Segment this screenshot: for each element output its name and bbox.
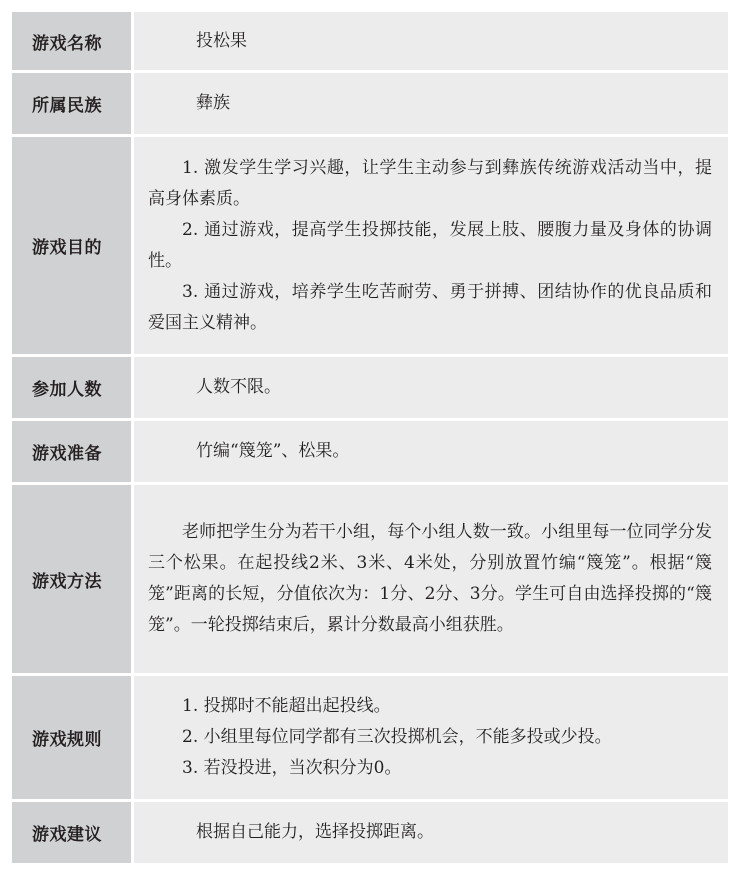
row-content — [134, 137, 728, 354]
table-row-participants — [12, 357, 728, 418]
row-label: 游戏规则 — [12, 676, 131, 799]
row-content — [134, 676, 728, 799]
row-label: 游戏目的 — [12, 137, 131, 354]
table-row-game-suggestion — [12, 802, 728, 863]
row-label: 游戏方法 — [12, 485, 131, 673]
table-row-ethnic-group — [12, 73, 728, 134]
table-row-game-rules — [12, 676, 728, 799]
method-paragraph: 老师把学生分为若干小组，每个小组人数一致。小组里每一位同学分发三个松果。在起投线2米、3米、4米处，分别放置竹编“篾笼”。根据“篾笼”距离的长短，分值依次为：1分、2分、3分。学生可自由选择投掷的“篾笼”。一轮投掷结束后，累计分数最高小组获胜。 — [148, 522, 712, 635]
purpose-item-2: 2. 通过游戏，提高学生投掷技能，发展上肢、腰腹力量及身体的协调性。 — [148, 219, 712, 271]
row-content — [134, 12, 728, 70]
row-content — [134, 357, 728, 418]
rule-item-3: 3. 若没投进，当次积分为0。 — [182, 758, 402, 778]
game-info-table — [12, 12, 728, 863]
row-label: 参加人数 — [12, 357, 131, 418]
content-text: 投松果 — [196, 30, 247, 51]
row-label: 游戏准备 — [12, 421, 131, 482]
row-content — [134, 421, 728, 482]
purpose-item-1: 1. 激发学生学习兴趣，让学生主动参与到彝族传统游戏活动当中，提高身体素质。 — [148, 157, 712, 209]
purpose-item-3: 3. 通过游戏，培养学生吃苦耐劳、勇于拼搏、团结协作的优良品质和爱国主义精神。 — [148, 281, 712, 333]
table-row-game-name — [12, 12, 728, 70]
table-row-preparation — [12, 421, 728, 482]
content-text: 竹编“篾笼”、松果。 — [196, 441, 350, 461]
row-content — [134, 73, 728, 134]
row-content — [134, 485, 728, 673]
content-text: 彝族 — [196, 93, 230, 113]
rule-item-2: 2. 小组里每位同学都有三次投掷机会，不能多投或少投。 — [182, 727, 612, 747]
row-label: 所属民族 — [12, 73, 131, 134]
content-text: 根据自己能力，选择投掷距离。 — [196, 822, 434, 842]
row-label: 游戏建议 — [12, 802, 131, 863]
table-row-game-purpose — [12, 137, 728, 354]
content-text: 人数不限。 — [196, 377, 281, 397]
table-row-game-method — [12, 485, 728, 673]
rule-item-1: 1. 投掷时不能超出起投线。 — [182, 696, 391, 716]
row-label: 游戏名称 — [12, 12, 131, 70]
row-content — [134, 802, 728, 863]
